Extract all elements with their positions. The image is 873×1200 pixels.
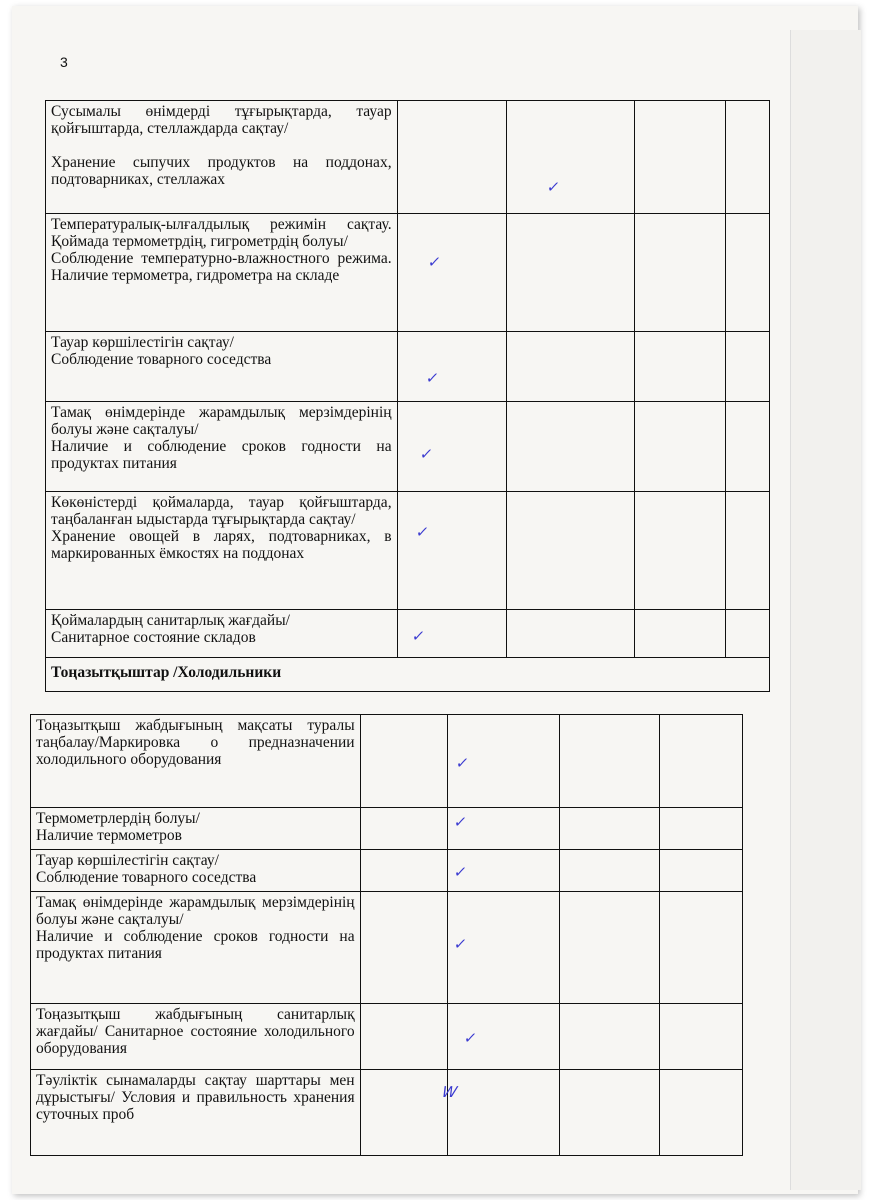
- checkmark-icon: ✓: [414, 523, 430, 541]
- empty-cell: [726, 610, 770, 658]
- checkmark-icon: ✓: [424, 369, 440, 387]
- empty-cell: [726, 492, 770, 610]
- mark-cell: [397, 214, 507, 332]
- table-row: [46, 402, 770, 492]
- table-row: [31, 892, 743, 1004]
- checkmark-icon: ✓: [545, 178, 562, 196]
- empty-cell: [660, 850, 743, 892]
- criterion-kz-text: Тәуліктік сынамаларды сақтау шарттары мен дұрыстығы/ Условия и правильность хранения суточных проб: [36, 1072, 355, 1123]
- checkmark-icon: ✓: [426, 253, 442, 271]
- criterion-ru-text: Санитарное состояние складов: [51, 629, 256, 646]
- criterion-cell: [31, 808, 361, 850]
- empty-cell: [726, 402, 770, 492]
- empty-cell: [635, 492, 726, 610]
- empty-cell: [360, 715, 448, 808]
- criterion-kz-text: Тауар көршілестігін сақтау/: [36, 852, 219, 869]
- criterion-ru-text: Наличие и соблюдение сроков годности на продуктах питания: [36, 928, 355, 962]
- criterion-cell: [46, 214, 398, 332]
- criterion-cell: [31, 892, 361, 1004]
- empty-cell: [635, 101, 726, 214]
- mark-cell: [448, 715, 560, 808]
- criterion-cell: [31, 715, 361, 808]
- empty-cell: [560, 850, 660, 892]
- empty-cell: [397, 101, 507, 214]
- empty-cell: [660, 1070, 743, 1156]
- empty-cell: [360, 850, 448, 892]
- refrigerator-checklist-table: [30, 714, 743, 1156]
- empty-cell: [507, 492, 635, 610]
- empty-cell: [726, 101, 770, 214]
- empty-cell: [726, 214, 770, 332]
- handwritten-mark-icon: W: [440, 1083, 459, 1101]
- empty-cell: [635, 332, 726, 402]
- criterion-cell: [31, 850, 361, 892]
- checkmark-icon: ✓: [454, 754, 471, 772]
- mark-cell: [448, 808, 560, 850]
- mark-cell: [397, 492, 507, 610]
- criterion-cell: [46, 492, 398, 610]
- criterion-kz-text: Термометрлердің болуы/: [36, 810, 200, 827]
- empty-cell: [560, 808, 660, 850]
- criterion-cell: [46, 332, 398, 402]
- checkmark-icon: ✓: [452, 813, 469, 831]
- checkmark-icon: ✓: [452, 935, 469, 953]
- criterion-ru-text: Соблюдение товарного соседства: [36, 869, 257, 886]
- table-row: [31, 808, 743, 850]
- checkmark-icon: ✓: [410, 627, 426, 645]
- table-row: [46, 214, 770, 332]
- criterion-cell: [31, 1004, 361, 1070]
- empty-cell: [660, 808, 743, 850]
- mark-cell: [448, 850, 560, 892]
- empty-cell: [660, 715, 743, 808]
- criterion-kz-text: Көкөністерді қоймаларда, тауар қойғыштарда, таңбаланған ыдыстарда тұғырықтарда сақтау/: [51, 494, 392, 528]
- criterion-kz-text: Сусымалы өнімдерді тұғырықтарда, тауар қойғыштарда, стеллаждарда сақтау/: [51, 103, 392, 137]
- empty-cell: [660, 1004, 743, 1070]
- empty-cell: [726, 332, 770, 402]
- criterion-cell: [31, 1070, 361, 1156]
- page-number: 3: [60, 54, 68, 70]
- checkmark-icon: ✓: [418, 445, 434, 463]
- empty-cell: [360, 808, 448, 850]
- table-row: [46, 101, 770, 214]
- criterion-kz-text: Тоңазытқыш жабдығының мақсаты туралы таңбалау/Маркировка о предназначении холодильного оборудования: [36, 717, 355, 768]
- empty-cell: [635, 214, 726, 332]
- table-row: [31, 850, 743, 892]
- criterion-kz-text: Қоймалардың санитарлық жағдайы/: [51, 612, 290, 629]
- mark-cell: [507, 101, 635, 214]
- storage-checklist-table: [45, 100, 770, 692]
- mark-cell: [448, 1004, 560, 1070]
- criterion-ru-text: Наличие термометров: [36, 827, 182, 844]
- criterion-cell: [46, 610, 398, 658]
- empty-cell: [560, 892, 660, 1004]
- criterion-ru-text: Хранение сыпучих продуктов на поддонах, подтоварниках, стеллажах: [51, 154, 392, 188]
- checkmark-icon: ✓: [452, 863, 469, 881]
- mark-cell: [397, 610, 507, 658]
- criterion-cell: [46, 101, 398, 214]
- criterion-cell: [46, 402, 398, 492]
- criterion-ru-text: Соблюдение температурно-влажностного режима. Наличие термометра, гидрометра на складе: [51, 250, 392, 284]
- empty-cell: [507, 214, 635, 332]
- mark-cell: [397, 402, 507, 492]
- criterion-ru-text: Наличие и соблюдение сроков годности на продуктах питания: [51, 438, 392, 472]
- empty-cell: [360, 1070, 448, 1156]
- mark-cell: [448, 892, 560, 1004]
- empty-cell: [560, 715, 660, 808]
- empty-cell: [660, 892, 743, 1004]
- table-row: [46, 332, 770, 402]
- empty-cell: [360, 1004, 448, 1070]
- mark-cell: [440, 1070, 560, 1156]
- empty-cell: [360, 892, 448, 1004]
- empty-cell: [560, 1004, 660, 1070]
- criterion-ru-text: Соблюдение товарного соседства: [51, 351, 272, 368]
- underlying-page-edge: [790, 30, 861, 1190]
- empty-cell: [507, 610, 635, 658]
- empty-cell: [635, 402, 726, 492]
- criterion-kz-text: Тауар көршілестігін сақтау/: [51, 334, 234, 351]
- criterion-kz-text: Температуралық-ылғалдылық режимін сақтау. Қоймада термометрдің, гигрометрдің болуы/: [51, 216, 392, 250]
- section-header-row: [46, 658, 770, 692]
- criterion-kz-text: Тамақ өнімдерінде жарамдылық мерзімдерінің болуы және сақталуы/: [36, 894, 355, 928]
- table-row: [46, 492, 770, 610]
- table-row: [46, 610, 770, 658]
- empty-cell: [507, 402, 635, 492]
- criterion-kz-text: Тоңазытқыш жабдығының санитарлық жағдайы/ Санитарное состояние холодильного оборудования: [36, 1006, 355, 1057]
- criterion-ru-text: Хранение овощей в ларях, подтоварниках, в маркированных ёмкостях на поддонах: [51, 528, 392, 562]
- criterion-kz-text: Тамақ өнімдерінде жарамдылық мерзімдерінің болуы және сақталуы/: [51, 404, 392, 438]
- checkmark-icon: ✓: [462, 1029, 479, 1047]
- mark-cell: [397, 332, 507, 402]
- empty-cell: [507, 332, 635, 402]
- table-row: [31, 1004, 743, 1070]
- section-title: Тоңазытқыштар /Холодильники: [46, 658, 770, 692]
- empty-cell: [635, 610, 726, 658]
- table-row: [31, 1070, 743, 1156]
- empty-cell: [560, 1070, 660, 1156]
- table-row: [31, 715, 743, 808]
